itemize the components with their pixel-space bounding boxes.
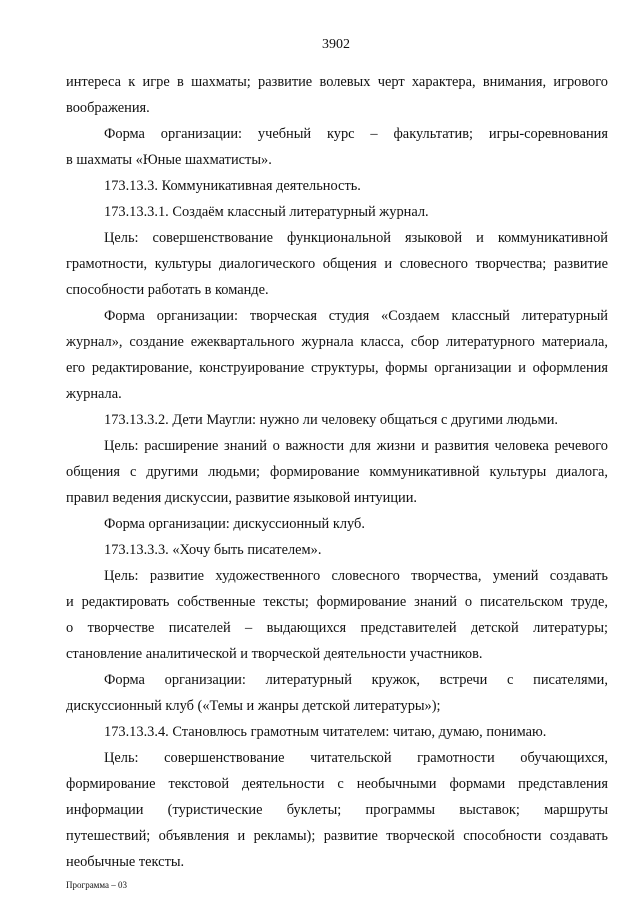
page-number: 3902	[322, 37, 350, 52]
text-line: информации (туристические буклеты; программы выставок; маршруты	[66, 802, 608, 818]
text-line: становление аналитической и творческой деятельности участников.	[66, 646, 483, 662]
text-line: воображения.	[66, 100, 150, 116]
text-line: Форма организации: творческая студия «Создаем классный литературный	[104, 308, 608, 324]
text-line: общения с другими людьми; формирование коммуникативной культуры диалога,	[66, 464, 608, 480]
text-line: Цель: расширение знаний о важности для жизни и развития человека речевого	[104, 438, 608, 454]
text-line: путешествий; объявления и рекламы); развитие творческой способности создавать	[66, 828, 608, 844]
text-line: Форма организации: литературный кружок, встречи с писателями,	[104, 672, 608, 688]
text-line: дискуссионный клуб («Темы и жанры детской литературы»);	[66, 698, 441, 714]
subsection-heading: 173.13.3.4. Становлюсь грамотным читателем: читаю, думаю, понимаю.	[104, 724, 547, 740]
text-line: и редактировать собственные тексты; формирование знаний о писательском труде,	[66, 594, 608, 610]
subsection-heading: 173.13.3.3. «Хочу быть писателем».	[104, 542, 322, 558]
text-line: грамотности, культуры диалогического общения и словесного творчества; развитие	[66, 256, 608, 272]
text-line: его редактирование, конструирование структуры, формы организации и оформления	[66, 360, 608, 376]
text-line: интереса к игре в шахматы; развитие волевых черт характера, внимания, игрового	[66, 74, 608, 90]
text-line: Цель: развитие художественного словесного творчества, умений создавать	[104, 568, 608, 584]
text-line: правил ведения дискуссии, развитие языковой интуиции.	[66, 490, 418, 506]
text-line: в шахматы «Юные шахматисты».	[66, 152, 272, 168]
subsection-heading: 173.13.3.2. Дети Маугли: нужно ли человеку общаться с другими людьми.	[104, 412, 558, 428]
text-line: журнал», создание ежеквартального журнала класса, сбор литературного материала,	[66, 334, 608, 350]
text-line: о творчестве писателей – выдающихся представителей детской литературы;	[66, 620, 608, 636]
text-line: Цель: совершенствование читательской грамотности обучающихся,	[104, 750, 608, 766]
text-line: журнала.	[66, 386, 122, 402]
text-line: формирование текстовой деятельности с необычными формами представления	[66, 776, 608, 792]
text-line: способности работать в команде.	[66, 282, 269, 298]
text-line: необычные тексты.	[66, 854, 185, 870]
footer-note: Программа – 03	[66, 880, 128, 890]
text-line: Цель: совершенствование функциональной языковой и коммуникативной	[104, 230, 608, 246]
section-heading: 173.13.3. Коммуникативная деятельность.	[104, 178, 361, 194]
text-line: Форма организации: учебный курс – факультатив; игры-соревнования	[104, 126, 608, 142]
text-line: Форма организации: дискуссионный клуб.	[104, 516, 365, 532]
subsection-heading: 173.13.3.1. Создаём классный литературный журнал.	[104, 204, 429, 220]
